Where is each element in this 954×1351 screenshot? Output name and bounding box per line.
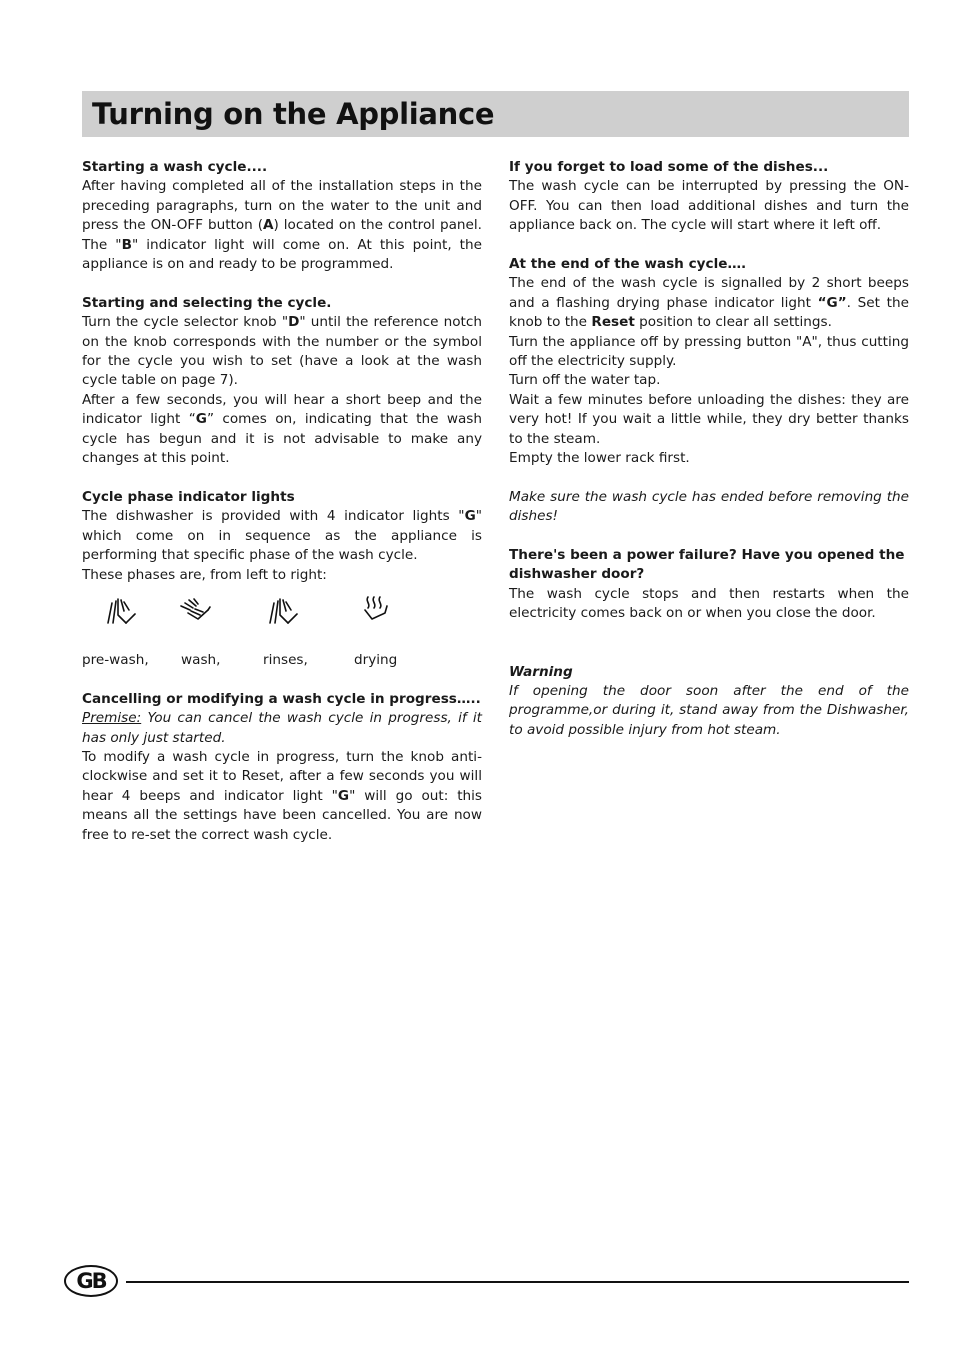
- premise-text: Premise: You can cancel the wash cycle in progress, if it has only just started.: [82, 710, 482, 746]
- footer-rule: [126, 1281, 909, 1283]
- section-heading: At the end of the wash cycle….: [509, 256, 747, 273]
- section-text: The end of the wash cycle is signalled by 2 short beeps and a flashing drying phase indicator light “G”. Set the knob to the Reset position to clear all settings.: [509, 275, 909, 331]
- pre-wash-icon: [102, 593, 138, 629]
- section-note: [509, 488, 909, 527]
- section-text: After having completed all of the installation steps in the preceding paragraphs, turn on the water to the unit and press the ON-OFF button (A) located on the control panel. The "B" indicator light will come on. At this point, the appliance is on and ready to be programmed.: [82, 178, 482, 273]
- rinse-icon: [264, 593, 300, 629]
- section-text: Turn the cycle selector knob "D" until the reference notch on the knob corresponds with the number or the symbol for the cycle you wish to set (have a look at the wash cycle table on page 7).: [82, 314, 482, 389]
- section-power-failure: [509, 546, 909, 624]
- phase-label-rinses: rinses,: [263, 651, 308, 668]
- right-column: [509, 158, 909, 760]
- phase-label-wash: wash,: [181, 651, 221, 668]
- language-badge: GB: [64, 1265, 118, 1297]
- phase-labels: [82, 651, 482, 670]
- section-text: The wash cycle stops and then restarts when the electricity comes back on or when you close the door.: [509, 585, 909, 622]
- drying-icon: [357, 593, 393, 629]
- left-column: [82, 158, 482, 864]
- section-text: Turn the appliance off by pressing button "A", thus cutting off the electricity supply.: [509, 333, 909, 370]
- section-forget-dishes: [509, 158, 909, 236]
- section-selecting-cycle: [82, 294, 482, 469]
- section-cancelling-cycle: [82, 690, 482, 845]
- phase-label-pre-wash: pre-wash,: [82, 651, 149, 668]
- section-text: These phases are, from left to right:: [82, 566, 327, 583]
- section-heading: If you forget to load some of the dishes...: [509, 159, 829, 175]
- section-text: The dishwasher is provided with 4 indicator lights "G" which come on in sequence as the appliance is performing that specific phase of the wash cycle.: [82, 508, 482, 564]
- section-heading: Starting a wash cycle....: [82, 159, 268, 175]
- wash-icon: [178, 593, 214, 629]
- page-title: Turning on the Appliance: [92, 97, 495, 131]
- phase-icons: [82, 593, 482, 651]
- section-text: After a few seconds, you will hear a short beep and the indicator light “G” comes on, indicating that the wash cycle has begun and it is not advisable to make any changes at this point.: [82, 391, 482, 467]
- section-text: To modify a wash cycle in progress, turn the knob anti-clockwise and set it to Reset, after a few seconds you will hear 4 beeps and indicator light "G" will go out: this means all the settings have been cancelled. You are now free to re-set the correct wash cycle.: [82, 748, 483, 843]
- title-bar: [82, 91, 909, 137]
- section-end-of-cycle: [509, 255, 909, 468]
- section-warning: [509, 663, 909, 741]
- section-indicator-lights: [82, 488, 482, 585]
- section-heading: Starting and selecting the cycle.: [82, 294, 332, 311]
- note-text: Make sure the wash cycle has ended before removing the dishes!: [509, 488, 909, 525]
- warning-heading: Warning: [509, 663, 573, 680]
- phase-label-drying: drying: [354, 651, 398, 668]
- section-text: Turn off the water tap.: [509, 372, 661, 389]
- section-starting-wash-cycle: [82, 158, 482, 274]
- section-heading: Cycle phase indicator lights: [82, 488, 295, 505]
- section-heading: There's been a power failure? Have you opened the dishwasher door?: [509, 547, 905, 583]
- section-text: The wash cycle can be interrupted by pressing the ON-OFF. You can then load additional dishes and turn the appliance back on. The cycle will start where it left off.: [509, 178, 909, 234]
- section-heading: Cancelling or modifying a wash cycle in progress…..: [82, 690, 481, 707]
- section-text: Empty the lower rack first.: [509, 450, 690, 467]
- section-text: Wait a few minutes before unloading the dishes: they are very hot! If you wait a little while, they dry better thanks to the steam.: [509, 391, 909, 447]
- warning-text: If opening the door soon after the end of the programme,or during it, stand away from the Dishwasher, to avoid possible injury from hot steam.: [509, 682, 909, 738]
